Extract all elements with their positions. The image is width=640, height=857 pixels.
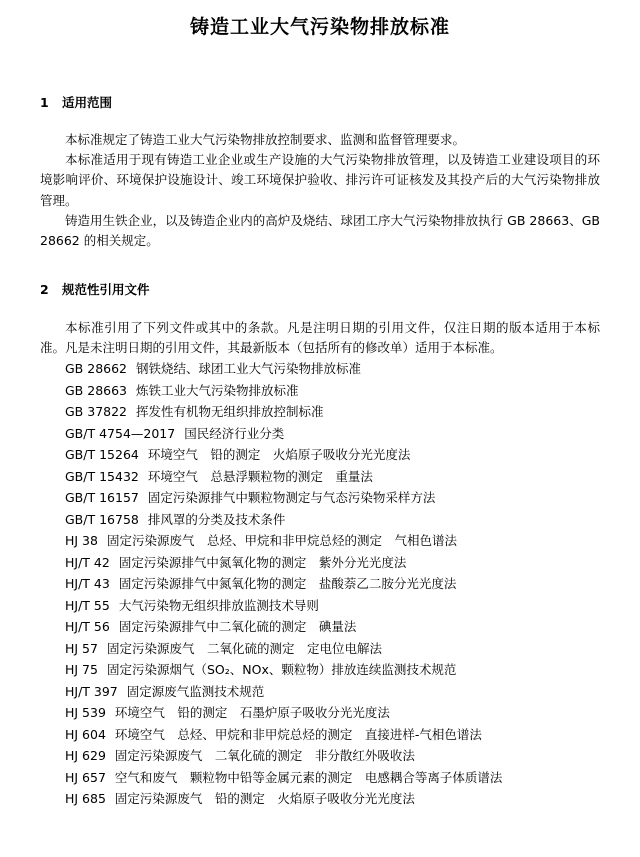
reference-title: 固定污染源排气中氮氧化物的测定 盐酸萘乙二胺分光光度法 [118, 576, 457, 592]
list-item [40, 638, 600, 660]
list-item [40, 573, 600, 595]
reference-code: HJ/T 42 [65, 554, 110, 570]
list-item [40, 423, 600, 445]
reference-code: HJ 604 [65, 726, 106, 742]
section-title-1: 适用范围 [62, 94, 113, 110]
reference-code: HJ 75 [65, 662, 98, 678]
list-item [40, 487, 600, 509]
reference-title: 固定源废气监测技术规范 [126, 683, 265, 699]
list-item [40, 767, 600, 789]
reference-code: GB/T 4754—2017 [65, 425, 176, 441]
reference-title: 环境空气 铅的测定 火焰原子吸收分光光度法 [147, 447, 411, 463]
document-page [0, 14, 640, 857]
section-heading-2 [40, 282, 600, 298]
reference-title: 固定污染源烟气（SO₂、NOx、颗粒物）排放连续监测技术规范 [106, 662, 457, 678]
list-item [40, 595, 600, 617]
reference-code: GB/T 16758 [65, 511, 139, 527]
reference-title: 炼铁工业大气污染物排放标准 [136, 382, 299, 398]
reference-code: GB/T 16157 [65, 490, 139, 506]
section-1-paragraph-3: 铸造用生铁企业，以及铸造企业内的高炉及烧结、球团工序大气污染物排放执行 GB 28663、GB 28662 的相关规定。 [40, 212, 600, 249]
reference-code: GB/T 15432 [65, 468, 139, 484]
reference-title: 固定污染源废气 铅的测定 火焰原子吸收分光光度法 [114, 791, 415, 807]
reference-code: GB 28663 [65, 382, 127, 398]
section-1-paragraph-1: 本标准规定了铸造工业大气污染物排放控制要求、监测和监督管理要求。 [65, 131, 466, 147]
list-item [40, 530, 600, 552]
reference-code: HJ/T 43 [65, 576, 110, 592]
section-1-paragraph-2: 本标准适用于现有铸造工业企业或生产设施的大气污染物排放管理，以及铸造工业建设项目的环境影响评价、环境保护设施设计、竣工环境保护验收、排污许可证核发及其投产后的大气污染物排放管理。 [40, 152, 600, 208]
normative-references-list [40, 358, 600, 810]
reference-title: 大气污染物无组织排放监测技术导则 [118, 597, 319, 613]
list-item [40, 380, 600, 402]
reference-code: HJ/T 55 [65, 597, 110, 613]
reference-title: 环境空气 总烃、甲烷和非甲烷总烃的测定 直接进样-气相色谱法 [114, 726, 482, 742]
reference-code: GB/T 15264 [65, 447, 139, 463]
reference-code: HJ 629 [65, 748, 106, 764]
reference-title: 固定污染源排气中氮氧化物的测定 紫外分光光度法 [118, 554, 407, 570]
list-item [40, 681, 600, 703]
reference-code: GB 28662 [65, 361, 127, 377]
reference-title: 固定污染源排气中二氧化硫的测定 碘量法 [118, 619, 357, 635]
reference-code: HJ 685 [65, 791, 106, 807]
list-item [40, 552, 600, 574]
reference-code: HJ/T 56 [65, 619, 110, 635]
list-item [40, 358, 600, 380]
list-item [40, 724, 600, 746]
section-heading-1 [40, 95, 600, 111]
reference-title: 挥发性有机物无组织排放控制标准 [136, 404, 324, 420]
list-item [40, 444, 600, 466]
reference-title: 空气和废气 颗粒物中铅等金属元素的测定 电感耦合等离子体质谱法 [114, 769, 503, 785]
list-item [40, 466, 600, 488]
reference-code: HJ/T 397 [65, 683, 118, 699]
section-number-1: 1 [40, 94, 49, 110]
page-title: 铸造工业大气污染物排放标准 [189, 16, 450, 38]
list-item [40, 702, 600, 724]
reference-title: 固定污染源废气 二氧化硫的测定 定电位电解法 [106, 640, 382, 656]
list-item [40, 659, 600, 681]
list-item [40, 616, 600, 638]
reference-title: 环境空气 总悬浮颗粒物的测定 重量法 [147, 468, 373, 484]
reference-title: 排风罩的分类及技术条件 [147, 511, 286, 527]
reference-code: HJ 38 [65, 533, 98, 549]
section-2-paragraph-1: 本标准引用了下列文件或其中的条款。凡是注明日期的引用文件，仅注日期的版本适用于本标准。凡是未注明日期的引用文件，其最新版本（包括所有的修改单）适用于本标准。 [40, 319, 600, 355]
reference-title: 国民经济行业分类 [184, 425, 285, 441]
section-number-2: 2 [40, 282, 49, 298]
reference-title: 固定污染源废气 二氧化硫的测定 非分散红外吸收法 [114, 748, 415, 764]
list-item [40, 745, 600, 767]
reference-code: HJ 657 [65, 769, 106, 785]
list-item [40, 509, 600, 531]
section-title-2: 规范性引用文件 [62, 282, 150, 298]
reference-code: HJ 57 [65, 640, 98, 656]
reference-code: GB 37822 [65, 404, 127, 420]
list-item [40, 401, 600, 423]
reference-title: 环境空气 铅的测定 石墨炉原子吸收分光光度法 [114, 705, 390, 721]
list-item [40, 788, 600, 810]
reference-title: 固定污染源排气中颗粒物测定与气态污染物采样方法 [147, 490, 436, 506]
reference-code: HJ 539 [65, 705, 106, 721]
reference-title: 固定污染源废气 总烃、甲烷和非甲烷总烃的测定 气相色谱法 [106, 533, 457, 549]
reference-title: 钢铁烧结、球团工业大气污染物排放标准 [136, 361, 362, 377]
